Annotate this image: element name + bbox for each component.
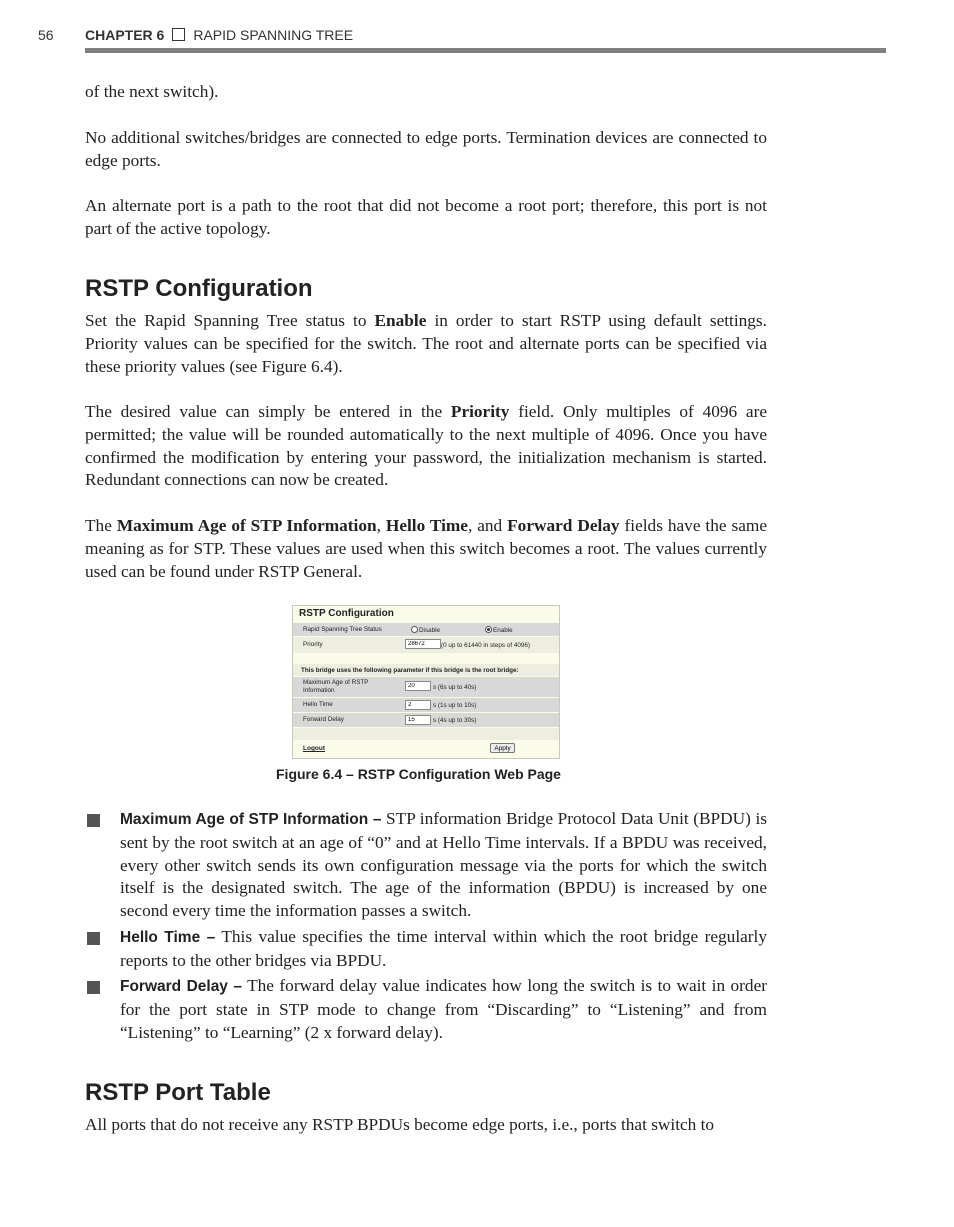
fwd-label: Forward Delay (303, 716, 344, 723)
section-heading: RSTP Configuration (85, 275, 313, 302)
radio-selected-icon[interactable] (485, 626, 492, 633)
status-row (293, 623, 559, 636)
bullet-square-icon (87, 932, 100, 945)
running-head (85, 27, 353, 43)
radio-icon[interactable] (411, 626, 418, 633)
max-age-label: Maximum Age of RSTP Information (303, 679, 369, 694)
spacer-row (293, 728, 559, 740)
hello-hint: s (1s up to 10s) (433, 702, 477, 709)
page-number: 56 (38, 27, 54, 43)
hello-row (293, 698, 559, 712)
fwd-hint: s (4s up to 30s) (433, 717, 477, 724)
list-item: Hello Time – This value specifies the time interval within which the root bridge regularly reports to the other bridges via BPDU. (120, 927, 767, 970)
rstp-config-figure (292, 605, 560, 759)
header-rule (85, 48, 886, 53)
paragraph: The Maximum Age of STP Information, Hello Time, and Forward Delay fields have the same meaning as for STP. These values are used when this switch becomes a root. The values currently used can be found under RSTP General. (85, 516, 767, 581)
paragraph: Set the Rapid Spanning Tree status to Enable in order to start RSTP using default settings. Priority values can be specified for the switch. The root and alternate ports can be specified via these priority values (see Figure 6.4). (85, 311, 767, 376)
max-age-input[interactable] (405, 681, 431, 691)
paragraph: of the next switch). (85, 82, 219, 101)
max-age-row (293, 677, 559, 697)
fwd-input[interactable] (405, 715, 431, 725)
paragraph: No additional switches/bridges are connected to edge ports. Termination devices are connected to edge ports. (85, 128, 767, 170)
status-label: Rapid Spanning Tree Status (303, 626, 382, 633)
figure-caption: Figure 6.4 – RSTP Configuration Web Page (276, 766, 561, 782)
page-header (0, 0, 954, 56)
root-note-row (293, 664, 559, 676)
list-item: Forward Delay – The forward delay value indicates how long the switch is to wait in order for the port state in STP mode to change from “Discarding” to “Listening” and from “Listening” to “Learning” (2 x forward delay). (120, 976, 767, 1042)
hello-input[interactable] (405, 700, 431, 710)
priority-row (293, 637, 559, 653)
max-age-hint: s (6s up to 40s) (433, 684, 477, 691)
paragraph: The desired value can simply be entered in the Priority field. Only multiples of 4096 are permitted; the value will be rounded automatically to the next multiple of 4096. Once you have confirmed the modification by entering your password, the initialization mechanism is started. Redundant connections can now be created. (85, 402, 767, 490)
chapter-title: RAPID SPANNING TREE (193, 27, 354, 43)
spacer-row (293, 654, 559, 663)
root-note: This bridge uses the following parameter if this bridge is the root bridge: (301, 667, 519, 674)
hello-label: Hello Time (303, 701, 333, 708)
figure-title: RSTP Configuration (299, 608, 394, 619)
apply-button[interactable]: Apply (490, 743, 515, 753)
paragraph: All ports that do not receive any RSTP BPDUs become edge ports, i.e., ports that switch to (85, 1115, 715, 1134)
fwd-row (293, 713, 559, 727)
priority-label: Priority (303, 641, 323, 648)
separator-box-icon (172, 28, 185, 41)
disable-option[interactable]: Disable (411, 626, 440, 634)
bullet-square-icon (87, 981, 100, 994)
chapter-label: CHAPTER 6 (85, 27, 165, 43)
paragraph: An alternate port is a path to the root that did not become a root port; therefore, this port is not part of the active topology. (85, 196, 767, 238)
list-item: Maximum Age of STP Information – STP information Bridge Protocol Data Unit (BPDU) is sent by the root switch at an age of “0” and at Hello Time intervals. If a BPDU was received, every other switch sends its own configuration message via the ports for which the switch itself is the designated switch. The age of the information (BPDU) is increased by one second every time the information passes a switch. (120, 809, 767, 921)
logout-link[interactable]: Logout (303, 745, 326, 752)
section-heading: RSTP Port Table (85, 1079, 271, 1106)
priority-hint: (0 up to 61440 in steps of 4096) (441, 642, 530, 649)
bullet-square-icon (87, 814, 100, 827)
enable-option[interactable]: Enable (485, 626, 513, 634)
priority-input[interactable] (405, 639, 441, 649)
